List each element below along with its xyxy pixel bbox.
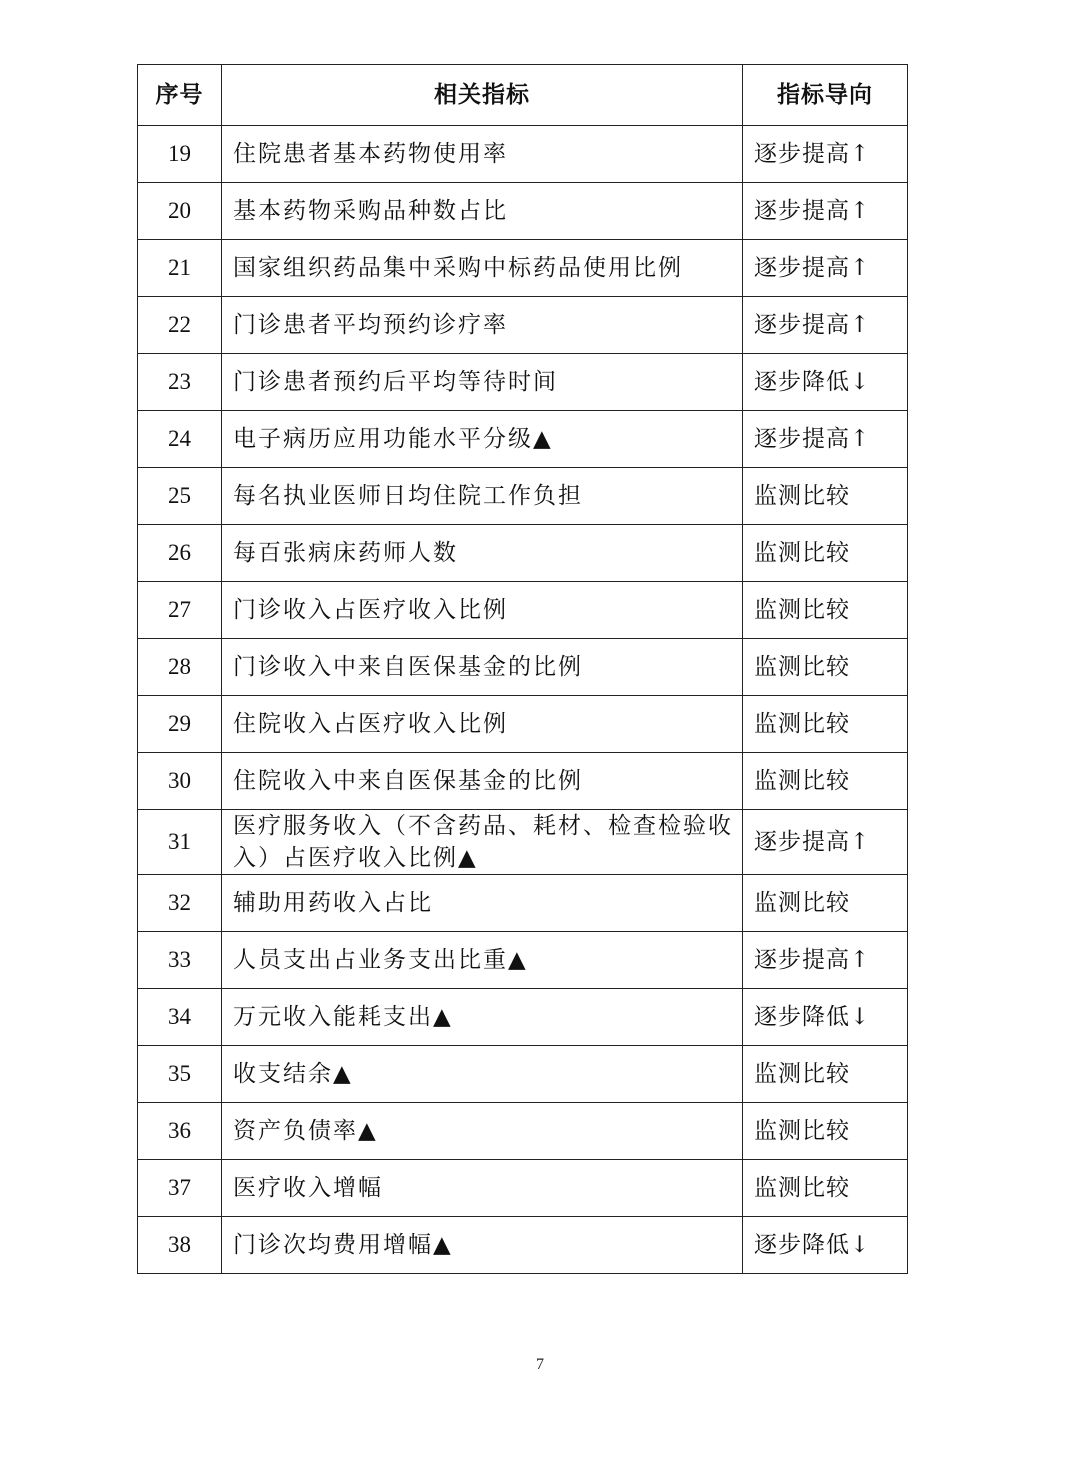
row-indicator: 门诊收入中来自医保基金的比例 [222,639,743,696]
row-indicator: 万元收入能耗支出▲ [222,989,743,1046]
row-number: 38 [138,1217,222,1274]
header-number: 序号 [138,65,222,126]
row-indicator: 门诊次均费用增幅▲ [222,1217,743,1274]
row-indicator: 每百张病床药师人数 [222,525,743,582]
row-direction: 监测比较 [743,696,908,753]
row-number: 31 [138,810,222,875]
row-number: 24 [138,411,222,468]
row-direction: 逐步提高↑ [743,126,908,183]
row-direction: 监测比较 [743,468,908,525]
table-row [138,183,908,240]
row-number: 36 [138,1103,222,1160]
table-row [138,240,908,297]
row-indicator: 住院收入占医疗收入比例 [222,696,743,753]
table-body [138,126,908,1274]
row-indicator: 门诊患者平均预约诊疗率 [222,297,743,354]
row-number: 37 [138,1160,222,1217]
row-indicator: 门诊患者预约后平均等待时间 [222,354,743,411]
row-direction: 逐步提高↑ [743,240,908,297]
table-row [138,1217,908,1274]
row-indicator: 人员支出占业务支出比重▲ [222,932,743,989]
row-direction: 逐步降低↓ [743,989,908,1046]
row-number: 34 [138,989,222,1046]
table-row [138,753,908,810]
row-indicator: 国家组织药品集中采购中标药品使用比例 [222,240,743,297]
row-number: 21 [138,240,222,297]
header-direction: 指标导向 [743,65,908,126]
table-row [138,297,908,354]
row-number: 35 [138,1046,222,1103]
table-row [138,468,908,525]
row-direction: 监测比较 [743,1103,908,1160]
row-indicator: 门诊收入占医疗收入比例 [222,582,743,639]
table-row [138,989,908,1046]
row-number: 26 [138,525,222,582]
row-direction: 监测比较 [743,875,908,932]
row-number: 28 [138,639,222,696]
table-row [138,1103,908,1160]
row-number: 22 [138,297,222,354]
row-number: 25 [138,468,222,525]
page-number: 7 [536,1356,544,1373]
row-indicator: 住院患者基本药物使用率 [222,126,743,183]
row-number: 29 [138,696,222,753]
table-row [138,639,908,696]
row-direction: 监测比较 [743,525,908,582]
row-number: 23 [138,354,222,411]
row-direction: 监测比较 [743,1160,908,1217]
row-direction: 逐步提高↑ [743,183,908,240]
indicator-table [137,64,908,1274]
row-number: 33 [138,932,222,989]
row-direction: 监测比较 [743,1046,908,1103]
row-indicator: 辅助用药收入占比 [222,875,743,932]
row-number: 20 [138,183,222,240]
row-direction: 逐步提高↑ [743,810,908,875]
row-number: 27 [138,582,222,639]
table-row [138,126,908,183]
table-row [138,525,908,582]
table-row [138,411,908,468]
row-indicator: 医疗服务收入（不含药品、耗材、检查检验收入）占医疗收入比例▲ [222,810,743,875]
row-indicator: 医疗收入增幅 [222,1160,743,1217]
table-header [138,65,908,126]
row-direction: 逐步提高↑ [743,411,908,468]
table-row [138,1160,908,1217]
row-direction: 监测比较 [743,753,908,810]
row-indicator: 住院收入中来自医保基金的比例 [222,753,743,810]
row-indicator: 收支结余▲ [222,1046,743,1103]
row-direction: 逐步提高↑ [743,932,908,989]
row-direction: 监测比较 [743,639,908,696]
table-row [138,875,908,932]
row-number: 19 [138,126,222,183]
row-direction: 监测比较 [743,582,908,639]
row-number: 32 [138,875,222,932]
row-indicator: 基本药物采购品种数占比 [222,183,743,240]
row-indicator: 电子病历应用功能水平分级▲ [222,411,743,468]
table-row [138,582,908,639]
header-indicator: 相关指标 [222,65,743,126]
table-row [138,354,908,411]
header-row [138,65,908,126]
row-number: 30 [138,753,222,810]
row-indicator: 资产负债率▲ [222,1103,743,1160]
row-indicator: 每名执业医师日均住院工作负担 [222,468,743,525]
row-direction: 逐步降低↓ [743,1217,908,1274]
table-row [138,810,908,875]
table-row [138,932,908,989]
row-direction: 逐步降低↓ [743,354,908,411]
table-row [138,696,908,753]
row-direction: 逐步提高↑ [743,297,908,354]
indicator-table-container [137,64,907,1274]
table-row [138,1046,908,1103]
